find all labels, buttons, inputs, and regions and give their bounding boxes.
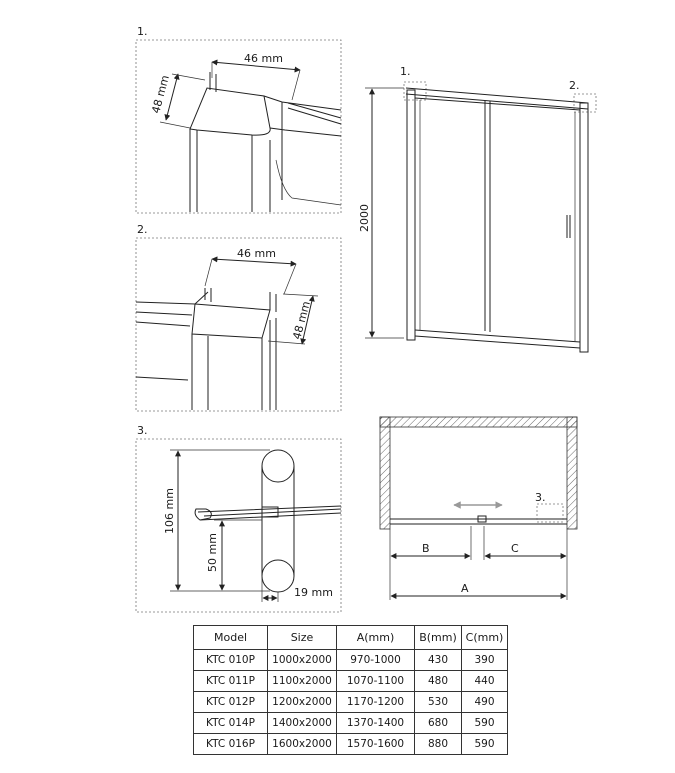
header-model: Model <box>194 626 268 650</box>
table-header-row <box>194 626 508 650</box>
cell-model: KTC 011P <box>194 671 268 692</box>
cell-model: KTC 014P <box>194 713 268 734</box>
plan-dim-a: A <box>461 582 469 595</box>
header-a: A(mm) <box>337 626 415 650</box>
cell-a: 1570-1600 <box>337 734 415 755</box>
front-height: 2000 <box>358 204 371 232</box>
cell-b: 880 <box>415 734 462 755</box>
header-c: C(mm) <box>462 626 508 650</box>
front-callout-2: 2. <box>569 79 580 92</box>
front-view <box>358 65 596 352</box>
detail-3-label: 3. <box>137 424 148 437</box>
detail-2 <box>136 223 341 411</box>
table-row <box>194 692 508 713</box>
detail-1-label: 1. <box>137 25 148 38</box>
header-b: B(mm) <box>415 626 462 650</box>
cell-size: 1100x2000 <box>268 671 337 692</box>
cell-c: 590 <box>462 734 508 755</box>
detail-1 <box>136 25 341 213</box>
table-row <box>194 713 508 734</box>
detail-1-height: 48 mm <box>149 73 172 115</box>
plan-dim-b: B <box>422 542 430 555</box>
cell-c: 390 <box>462 650 508 671</box>
cell-b: 430 <box>415 650 462 671</box>
table-row <box>194 734 508 755</box>
cell-c: 490 <box>462 692 508 713</box>
plan-callout-3: 3. <box>535 491 546 504</box>
cell-a: 1070-1100 <box>337 671 415 692</box>
cell-size: 1600x2000 <box>268 734 337 755</box>
cell-c: 590 <box>462 713 508 734</box>
cell-model: KTC 012P <box>194 692 268 713</box>
cell-a: 1370-1400 <box>337 713 415 734</box>
detail-1-width: 46 mm <box>244 52 283 65</box>
cell-b: 480 <box>415 671 462 692</box>
cell-model: KTC 016P <box>194 734 268 755</box>
detail-2-label: 2. <box>137 223 148 236</box>
header-size: Size <box>268 626 337 650</box>
model-spec-table <box>193 625 508 755</box>
cell-a: 1170-1200 <box>337 692 415 713</box>
plan-dim-c: C <box>511 542 519 555</box>
detail-3-partial-height: 50 mm <box>206 533 219 572</box>
front-callout-1: 1. <box>400 65 411 78</box>
detail-3-width: 19 mm <box>294 586 333 599</box>
cell-b: 680 <box>415 713 462 734</box>
detail-3-total-height: 106 mm <box>163 488 176 534</box>
table-row <box>194 671 508 692</box>
cell-c: 440 <box>462 671 508 692</box>
plan-view <box>380 417 577 600</box>
cell-a: 970-1000 <box>337 650 415 671</box>
detail-2-width: 46 mm <box>237 247 276 260</box>
cell-size: 1000x2000 <box>268 650 337 671</box>
table-row <box>194 650 508 671</box>
detail-2-height: 48 mm <box>290 299 313 341</box>
detail-3 <box>136 424 341 612</box>
cell-size: 1400x2000 <box>268 713 337 734</box>
cell-b: 530 <box>415 692 462 713</box>
cell-model: KTC 010P <box>194 650 268 671</box>
cell-size: 1200x2000 <box>268 692 337 713</box>
